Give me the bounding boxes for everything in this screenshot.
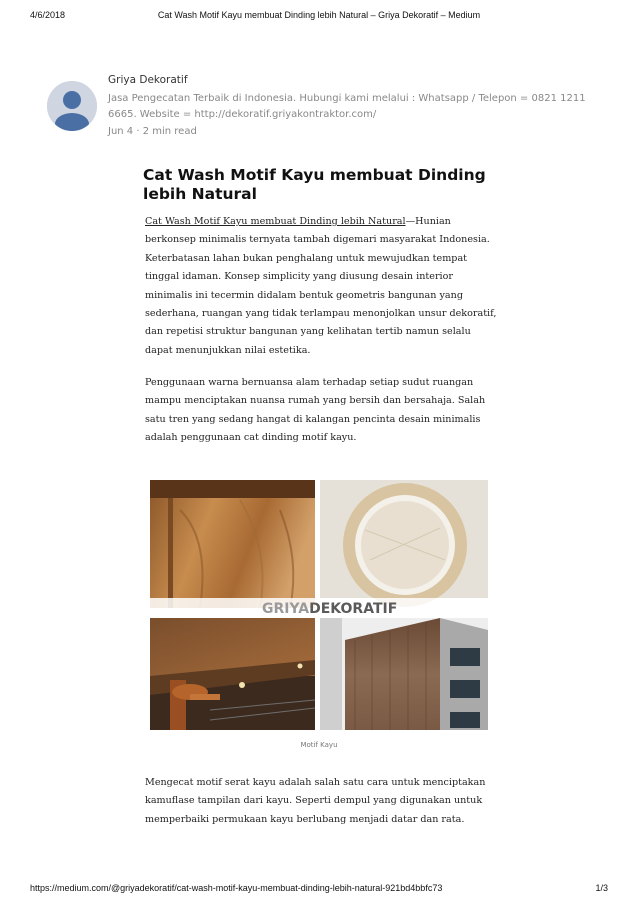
article-title: Cat Wash Motif Kayu membuat Dinding lebih Natural	[143, 166, 486, 203]
paragraph-intro	[145, 213, 500, 360]
author-bio-line-1: Jasa Pengecatan Terbaik di Indonesia. Hubungi kami melalui : Whatsapp / Telepon = 0821 1211	[108, 93, 586, 104]
author-bio-line-2: 6665. Website = http://dekoratif.griyakontraktor.com/	[108, 109, 377, 120]
watermark-text: GRIYADEKORATIF	[262, 601, 398, 617]
paragraph-technique: Mengecat motif serat kayu adalah salah satu cara untuk menciptakan kamuflase tampilan dari kayu. Seperti dempul yang digunakan untuk memperbaiki permukaan kayu berlubang menjadi datar dan rata.	[145, 777, 486, 825]
author-bio	[108, 91, 588, 123]
post-meta: Jun 4 · 2 min read	[108, 126, 197, 137]
watermark	[150, 598, 488, 618]
photo-wood-stair	[150, 618, 315, 730]
paragraph-intro-text: —Hunian berkonsep minimalis ternyata tambah digemari masyarakat Indonesia. Keterbatasan lahan bukan penghalang untuk mewujudkan tempat tinggal idaman. Konsep simplicity yang diusung desain interior minimalis ini tecermin didalam bentuk geometris bangunan yang sederhana, ruangan yang tidak terlampau menonjolkan unsur dekoratif, dan repetisi struktur bangunan yang kelihatan tertib namun selalu dapat menunjukkan nilai estetika.	[145, 216, 497, 356]
print-date: 4/6/2018	[30, 10, 66, 20]
print-url: https://medium.com/@griyadekoratif/cat-wash-motif-kayu-membuat-dinding-lebih-natural-921bd4bbfc73	[30, 883, 443, 893]
user-silhouette-icon	[47, 81, 97, 131]
author-name[interactable]: Griya Dekoratif	[108, 74, 188, 86]
print-page-title: Cat Wash Motif Kayu membuat Dinding lebih Natural – Griya Dekoratif – Medium	[157, 10, 481, 20]
author-block	[108, 72, 588, 140]
print-page-count: 1/3	[595, 883, 608, 893]
photo-ceiling-medallion	[320, 480, 488, 607]
figure-caption: Motif Kayu	[300, 741, 338, 749]
article-figure	[150, 480, 488, 730]
photo-wood-wall	[150, 480, 315, 608]
paragraph-trend: Penggunaan warna bernuansa alam terhadap setiap sudut ruangan mampu menciptakan nuansa rumah yang bersih dan bersahaja. Salah satu tren yang sedang hangat di kalangan pencinta desain minimalis adalah penggunaan cat dinding motif kayu.	[145, 377, 486, 444]
wood-motif-collage	[150, 480, 488, 730]
article-link[interactable]: Cat Wash Motif Kayu membuat Dinding lebih Natural	[145, 216, 406, 227]
avatar[interactable]	[47, 81, 97, 131]
photo-wood-facade	[320, 618, 488, 730]
